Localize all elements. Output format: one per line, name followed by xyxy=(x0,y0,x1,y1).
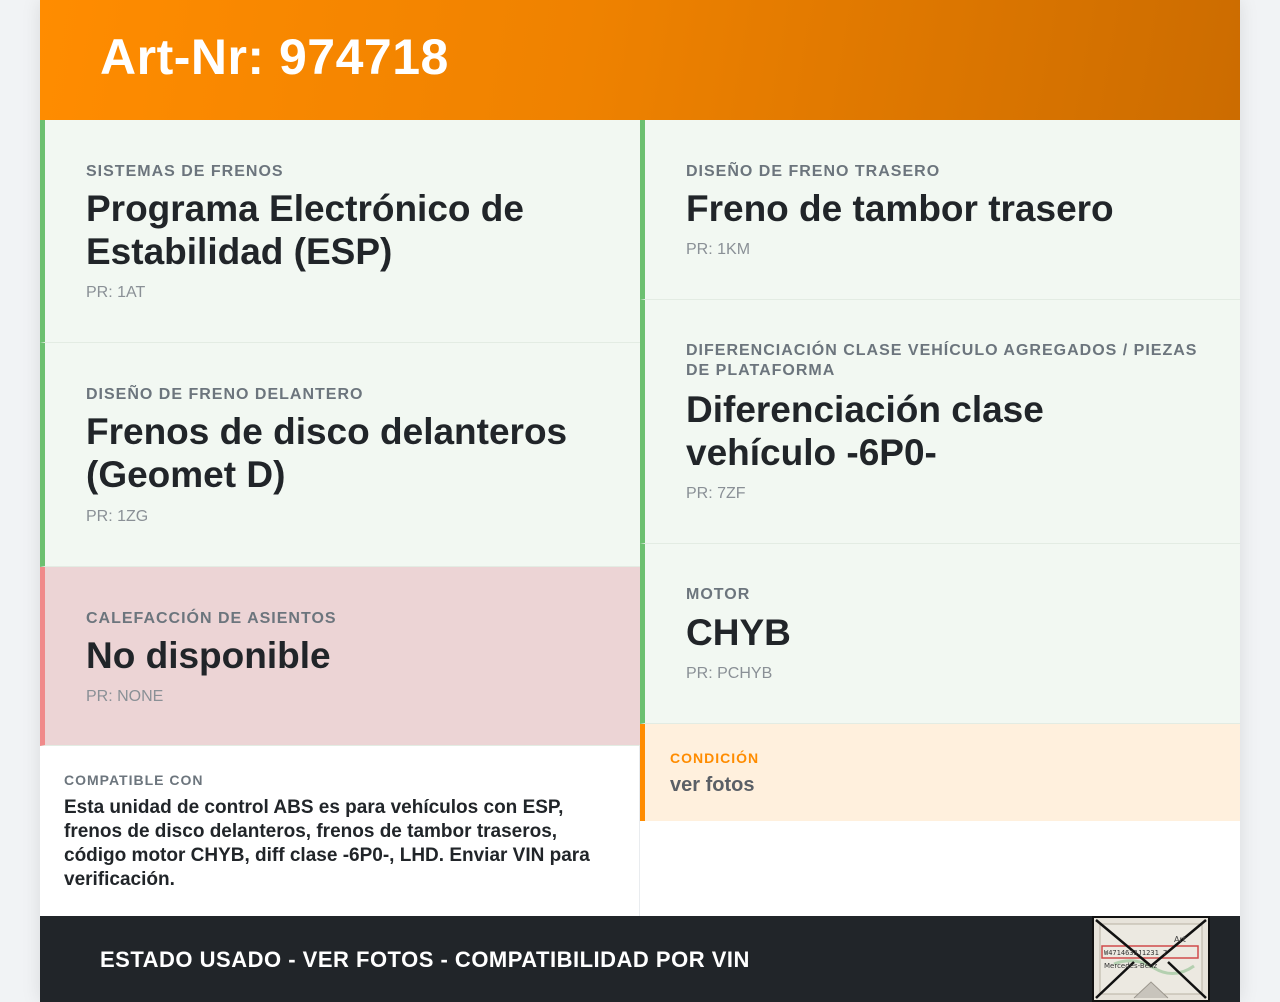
card-value: Diferenciación clase vehículo -6P0- xyxy=(686,389,1044,473)
card-pr-code: PR: NONE xyxy=(86,688,164,705)
card-pr-code: PR: 1ZG xyxy=(86,508,149,525)
card-label: DISEÑO DE FRENO DELANTERO xyxy=(86,386,364,403)
card-value: Frenos de disco delanteros (Geomet D) xyxy=(86,411,568,495)
card-pr-code: PR: 1AT xyxy=(86,284,146,301)
label-photo-image xyxy=(1094,918,1208,1000)
card-value: Freno de tambor trasero xyxy=(686,188,1114,229)
card-vehicle-class xyxy=(640,300,1240,544)
card-seat-heating xyxy=(40,567,640,746)
card-rear-brake xyxy=(640,120,1240,300)
card-label: DIFERENCIACIÓN CLASE VEHÍCULO AGREGADOS / PIEZAS DE PLATAFORMA xyxy=(686,342,1198,379)
card-pr-code: PR: 1KM xyxy=(686,241,751,258)
footer-bar xyxy=(40,916,1240,1002)
compatibility-section xyxy=(40,746,640,916)
condition-label: CONDICIÓN xyxy=(670,750,760,766)
card-label: MOTOR xyxy=(686,586,751,603)
header-banner xyxy=(40,0,1240,120)
card-value: No disponible xyxy=(86,635,331,676)
condition-text: ver fotos xyxy=(670,774,755,796)
card-value: CHYB xyxy=(686,612,791,653)
thumbnail-line-1: W4714633J1231 7 xyxy=(1104,949,1168,957)
compatibility-label: COMPATIBLE CON xyxy=(64,772,204,788)
label-photo-thumbnail[interactable] xyxy=(1092,916,1210,1002)
footer-text: ESTADO USADO - VER FOTOS - COMPATIBILIDAD POR VIN xyxy=(100,947,750,972)
card-pr-code: PR: PCHYB xyxy=(686,665,773,682)
card-label: CALEFACCIÓN DE ASIENTOS xyxy=(86,610,337,627)
page-title: Art-Nr: 974718 xyxy=(100,29,449,85)
thumbnail-line-2: Mercedes-Benz xyxy=(1104,962,1158,970)
card-label: DISEÑO DE FRENO TRASERO xyxy=(686,163,941,180)
page xyxy=(40,0,1240,1002)
card-value: Programa Electrónico de Estabilidad (ESP) xyxy=(86,188,524,272)
card-brake-systems xyxy=(40,120,640,343)
card-front-brake xyxy=(40,343,640,567)
card-engine xyxy=(640,544,1240,724)
condition-section xyxy=(640,724,1240,821)
compatibility-text: Esta unidad de control ABS es para vehículos con ESP, frenos de disco delanteros, frenos de tambor traseros, código motor CHYB, diff clase -6P0-, LHD. Enviar VIN para verificación. xyxy=(64,797,590,890)
card-label: SISTEMAS DE FRENOS xyxy=(86,163,284,180)
card-pr-code: PR: 7ZF xyxy=(686,485,746,502)
thumbnail-corner-text: Art xyxy=(1174,935,1186,944)
